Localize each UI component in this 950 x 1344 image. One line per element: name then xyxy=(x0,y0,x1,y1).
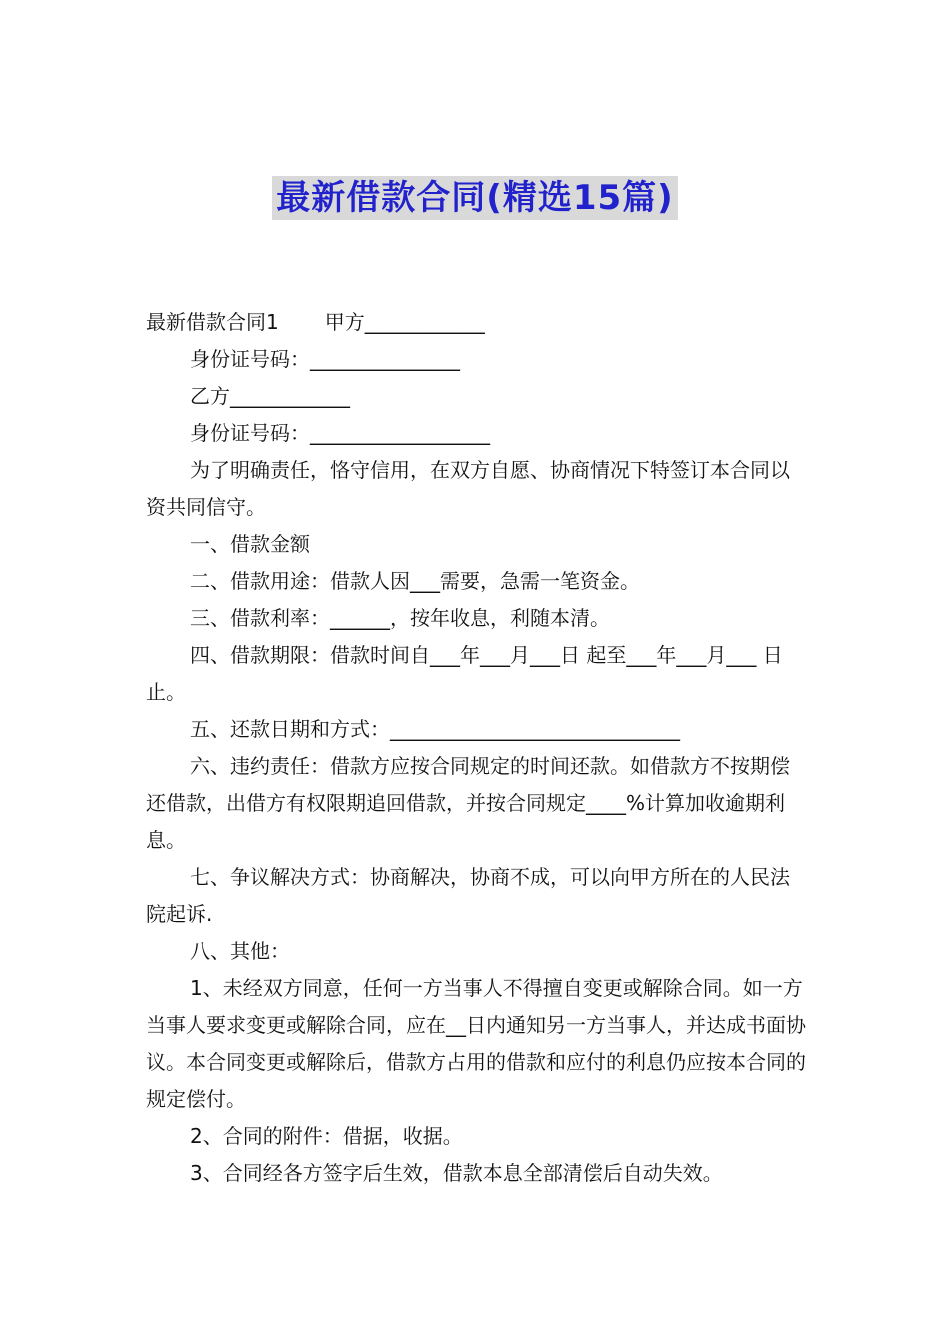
paragraph-rate: 三、借款利率：______，按年收息，利随本清。 xyxy=(190,606,610,630)
first-line xyxy=(146,304,808,341)
paragraph-other-3: 3、合同经各方签字后生效，借款本息全部清偿后自动失效。 xyxy=(190,1161,723,1185)
paragraph-id-a: 身份证号码：_______________ xyxy=(190,347,460,371)
paragraph-dispute: 七、争议解决方式：协商解决，协商不成，可以向甲方所在的人民法院起诉. xyxy=(146,865,790,926)
paragraph-other-1: 1、未经双方同意，任何一方当事人不得擅自变更或解除合同。如一方当事人要求变更或解除合同，应在__日内通知另一方当事人，并达成书面协议。本合同变更或解除后，借款方占用的借款和应付的利息仍应按本合同的规定偿付。 xyxy=(146,976,806,1111)
paragraph-party-b: 乙方____________ xyxy=(190,384,350,408)
paragraph-repayment: 五、还款日期和方式：_____________________________ xyxy=(190,717,680,741)
paragraph-other-2: 2、合同的附件：借据，收据。 xyxy=(190,1124,463,1148)
paragraph-id-b: 身份证号码：__________________ xyxy=(190,421,490,445)
paragraph-preamble: 为了明确责任，恪守信用，在双方自愿、协商情况下特签订本合同以资共同信守。 xyxy=(146,458,790,519)
paragraph-amount: 一、借款金额 xyxy=(190,532,310,556)
contract-heading: 最新借款合同1 xyxy=(146,310,279,334)
document-body xyxy=(146,304,808,1192)
paragraph-other: 八、其他： xyxy=(190,939,290,963)
paragraph-purpose: 二、借款用途：借款人因___需要，急需一笔资金。 xyxy=(190,569,640,593)
document-title: 最新借款合同(精选15篇) xyxy=(272,176,677,220)
title-block xyxy=(0,176,950,220)
paragraph-term: 四、借款期限：借款时间自___年___月___日 起至___年___月___ 日止。 xyxy=(146,643,783,704)
party-a-line: 甲方____________ xyxy=(324,310,485,334)
paragraph-liability: 六、违约责任：借款方应按合同规定的时间还款。如借款方不按期偿还借款，出借方有权限期追回借款，并按合同规定____%计算加收逾期利息。 xyxy=(146,754,790,852)
